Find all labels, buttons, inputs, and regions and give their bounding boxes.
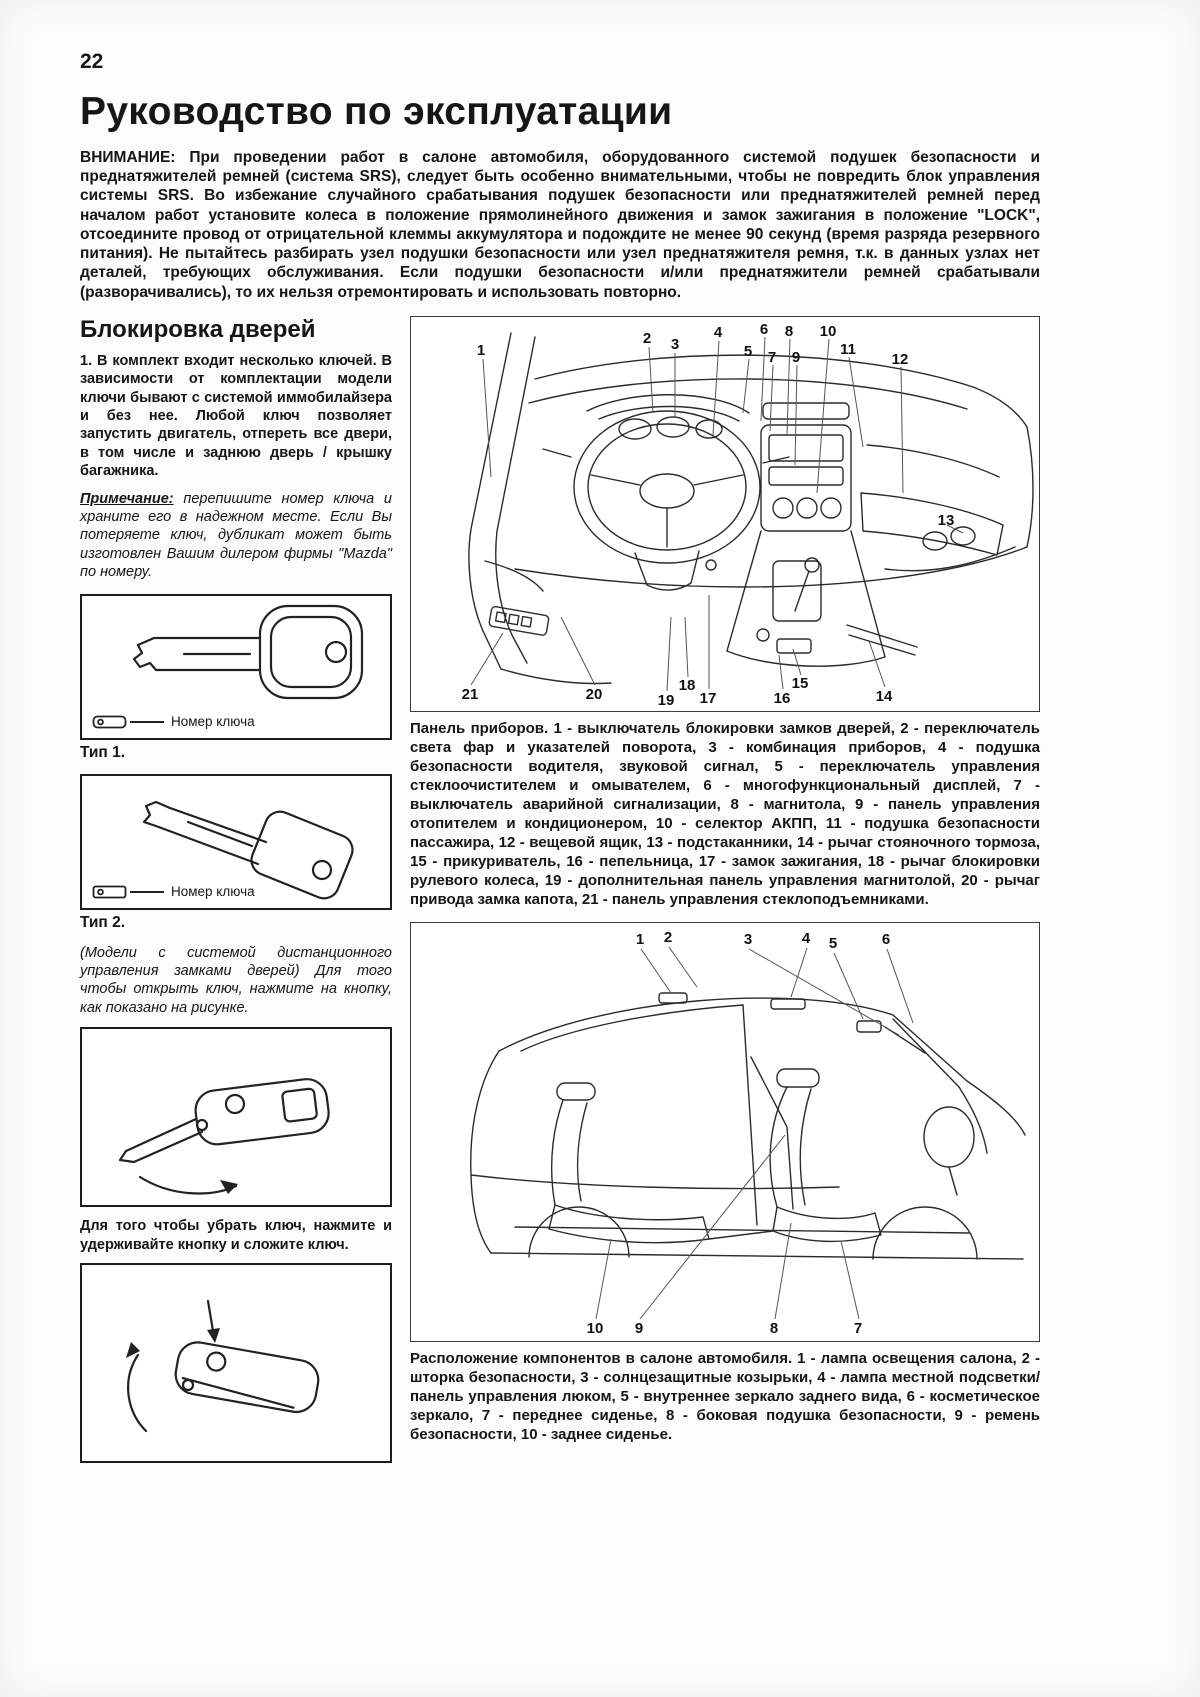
key-type1-figure [80,594,392,740]
left-column [80,316,392,1467]
callout-number: 4 [801,930,811,948]
tag-leader-line [130,721,164,723]
callout-number: 1 [635,931,645,949]
key-type2-caption: Тип 2. [80,913,126,931]
remote-key-paragraph: (Модели с системой дистанционного управления замками дверей) Для того чтобы открыть ключ, нажмите на кнопку, как показано на рисунке. [80,944,392,1016]
callout-number: 20 [585,685,603,703]
callout-number: 10 [819,322,837,340]
callout-number: 18 [678,676,696,694]
key-number-note [80,490,392,582]
callout-number: 11 [840,340,856,358]
remote-key-folded-figure [80,1263,392,1463]
key-number-tag-icon [92,714,128,730]
callout-number: 10 [586,1320,604,1338]
key-type1-caption: Тип 1. [80,743,126,761]
callout-number: 1 [476,341,486,359]
remote-key-open-figure [80,1027,392,1207]
callout-number: 7 [767,348,777,366]
callout-number: 8 [784,322,794,340]
callout-number: 2 [663,929,673,947]
section-heading-door-locking: Блокировка дверей [80,315,316,343]
callout-number: 7 [853,1320,863,1338]
interior-figure [410,922,1040,1342]
callout-number: 14 [875,687,893,705]
key-number-tag-row [92,714,255,730]
callout-number: 3 [670,335,680,353]
callout-number: 15 [791,674,809,692]
callout-number: 4 [713,323,723,341]
key-number-label: Номер ключа [171,884,255,900]
right-column [410,316,1040,1467]
callout-number: 2 [642,329,652,347]
callout-number: 21 [461,685,479,703]
tag-leader-line [130,891,164,893]
key-number-tag-row [92,884,255,900]
callout-number: 19 [657,691,675,709]
fold-key-paragraph: Для того чтобы убрать ключ, нажмите и удерживайте кнопку и сложите ключ. [80,1218,392,1253]
note-body: перепишите номер ключа и храните его в надежном месте. Если Вы потеряете ключ, дубликат может быть изготовлен Вашим дилером фирмы "Mazda" по номеру. [80,490,392,581]
dashboard-figure [410,316,1040,712]
callout-number: 12 [891,350,909,368]
interior-caption: Расположение компонентов в салоне автомобиля. 1 - лампа освещения салона, 2 - шторка безопасности, 3 - солнцезащитные козырьки, 4 - лампа местной подсветки/панель управления люком, 5 - внутреннее зеркало заднего вида, 6 - косметическое зеркало, 7 - переднее сиденье, 8 - боковая подушка безопасности, 9 - ремень безопасности, 10 - заднее сиденье. [410,1350,1040,1444]
dashboard-caption: Панель приборов. 1 - выключатель блокировки замков дверей, 2 - переключатель света фар и указателей поворота, 3 - комбинация приборов, 4 - подушка безопасности водителя, звуковой сигнал, 5 - переключатель управления стеклоочистителем и омывателем, 6 - многофункциональный дисплей, 7 - выключатель аварийной сигнализации, 8 - магнитола, 9 - панель управления отопителем и кондиционером, 10 - селектор АКПП, 11 - подушка безопасности пассажира, 12 - вещевой ящик, 13 - подстаканники, 14 - рычаг стояночного тормоза, 15 - прикуриватель, 16 - пепельница, 17 - замок зажигания, 18 - рычаг блокировки рулевого колеса, 19 - дополнительная панель управления магнитолой, 20 - рычаг привода замка капота, 21 - панель управления стеклоподъемниками. [410,719,1040,909]
page-number: 22 [80,50,104,73]
key-number-label: Номер ключа [171,714,255,730]
note-label: Примечание: [80,490,174,507]
callout-number: 6 [881,931,891,949]
callout-number: 6 [759,320,769,338]
callout-number: 13 [937,511,955,529]
callout-number: 5 [828,935,838,953]
callout-number: 5 [743,342,753,360]
callout-number: 9 [791,348,801,366]
two-column-layout [80,316,1040,1467]
key-type2-figure [80,774,392,910]
callout-number: 3 [743,931,753,949]
keys-intro-paragraph: 1. В комплект входит несколько ключей. В зависимости от комплектации модели ключи бывают с системой иммобилайзера и без нее. Любой ключ позволяет запустить двигатель, отпереть все двери, в том числе и заднюю дверь / крышку багажника. [80,352,392,480]
key-number-tag-icon [92,884,128,900]
remote-key-open-drawing [82,1029,390,1205]
callout-number: 8 [769,1320,779,1338]
srs-warning-paragraph: ВНИМАНИЕ: При проведении работ в салоне автомобиля, оборудованного системой подушек безопасности и преднатяжителей ремней (система SRS), следует быть особенно внимательными, чтобы не повредить блок управления системы SRS. Во избежание случайного срабатывания подушек безопасности или преднатяжителей ремней перед началом работ установите колеса в положение прямолинейного движения и замок зажигания в положение "LOCK", отсоедините провод от отрицательной клеммы аккумулятора и подождите не менее 90 секунд (время разряда резервного питания). Не пытайтесь разбирать узел подушки безопасности или узел преднатяжителя ремня, т.к. в данных узлах нет деталей, требующих обслуживания. Если подушки безопасности и/или преднатяжители ремней срабатывали (разворачивались), то их нельзя отремонтировать и использовать повторно. [80,149,1040,301]
callout-number: 16 [773,689,791,707]
interior-drawing [411,923,1039,1343]
page-title: Руководство по эксплуатации [80,90,673,133]
callout-number: 9 [634,1320,644,1338]
callout-number: 17 [699,689,717,707]
remote-key-folded-drawing [82,1265,390,1461]
